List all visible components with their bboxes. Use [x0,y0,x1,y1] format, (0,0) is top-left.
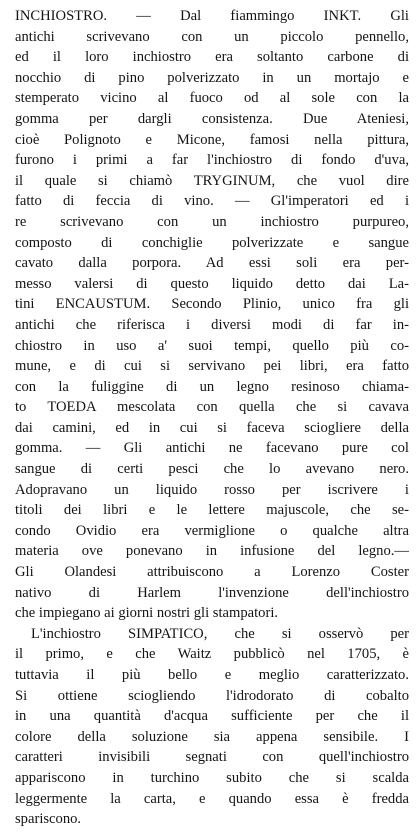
text-line: fatto di feccia di vino. — Gl'imperatori ed i [15,193,409,210]
text-line: leggermente la carta, e quando essa è fredda [15,790,409,807]
text-line: gomma per dargli consistenza. Due Ateniesi, [15,110,409,127]
text-line: il primo, e che Waitz pubblicò nel 1705, è [15,646,409,663]
text-line: il quale si chiamò TRYGINUM, che vuol dire [15,172,409,189]
text-line: colore della soluzione sia appena sensibile. I [15,728,409,745]
text-line: chiostro in uso a' suoi tempi, quello più co- [15,337,409,354]
text-line: to TOEDA mescolata con quella che si cavava [15,399,409,416]
text-line: nocchio di pino polverizzato in un mortajo e [15,69,409,86]
text-line: L'inchiostro SIMPATICO, che si osservò per [31,625,409,642]
text-line: messo valersi di questo liquido detto dai La- [15,275,409,292]
text-line: antichi che riferisca i diversi modi di far in- [15,316,409,333]
text-line: tuttavia il più bello e meglio caratterizzato. [15,667,409,683]
text-line: Si ottiene sciogliendo l'idrodorato di cobalto [15,687,409,704]
text-line: furono i primi a far l'inchiostro di fondo d'uva, [15,152,409,169]
text-line: materia ove ponevano in infusione del legno.— [15,543,409,560]
text-line: cavato dalla porpora. Ad essi soli era per- [15,255,409,272]
text-line: gomma. — Gli antichi ne facevano pure col [15,440,409,457]
text-line: composto di conchiglie polverizzate e sangue [15,234,409,251]
text-line: nativo di Harlem l'invenzione dell'inchiostro [15,584,409,601]
text-line: condo Ovidio era vermiglione o qualche altra [15,522,409,539]
text-line: Gli Olandesi attribuiscono a Lorenzo Coster [15,564,409,581]
article-inchiostro [15,6,409,830]
text-line: con la fuliggine di un legno resinoso chiama- [15,378,409,395]
text-line: re scrivevano con un inchiostro purpureo, [15,213,409,230]
text-line: titoli dei libri e le lettere majuscole, che se- [15,502,409,519]
text-line: INCHIOSTRO. — Dal fiammingo INKT. Gli [15,8,409,24]
text-line: cioè Polignoto e Micone, famosi nella pittura, [15,131,409,148]
text-line: sangue di certi pesci che lo avevano nero. [15,461,409,478]
text-line: ed il loro inchiostro era soltanto carbone di [15,49,409,66]
text-line: in una quantità d'acqua sufficiente per che il [15,708,409,725]
text-line: che impiegano ai giorni nostri gli stampatori. [15,605,279,622]
text-line: mune, e di cui si servivano pei libri, era fatto [15,358,409,375]
text-line: Adopravano un liquido rosso per iscrivere i [15,481,409,498]
text-line: appariscono in turchino subito che si scalda [15,769,409,786]
text-line: caratteri invisibili segnati con quell'inchiostro [15,749,409,766]
text-line: dai camini, ed in cui si faceva sciogliere della [15,419,409,436]
text-line: stemperato vicino al fuoco od al sole con la [15,90,409,107]
text-line: antichi scrivevano con un piccolo pennello, [15,28,409,45]
text-line: spariscono. [15,811,82,828]
text-line: tini ENCAUSTUM. Secondo Plinio, unico fra gli [15,296,409,313]
